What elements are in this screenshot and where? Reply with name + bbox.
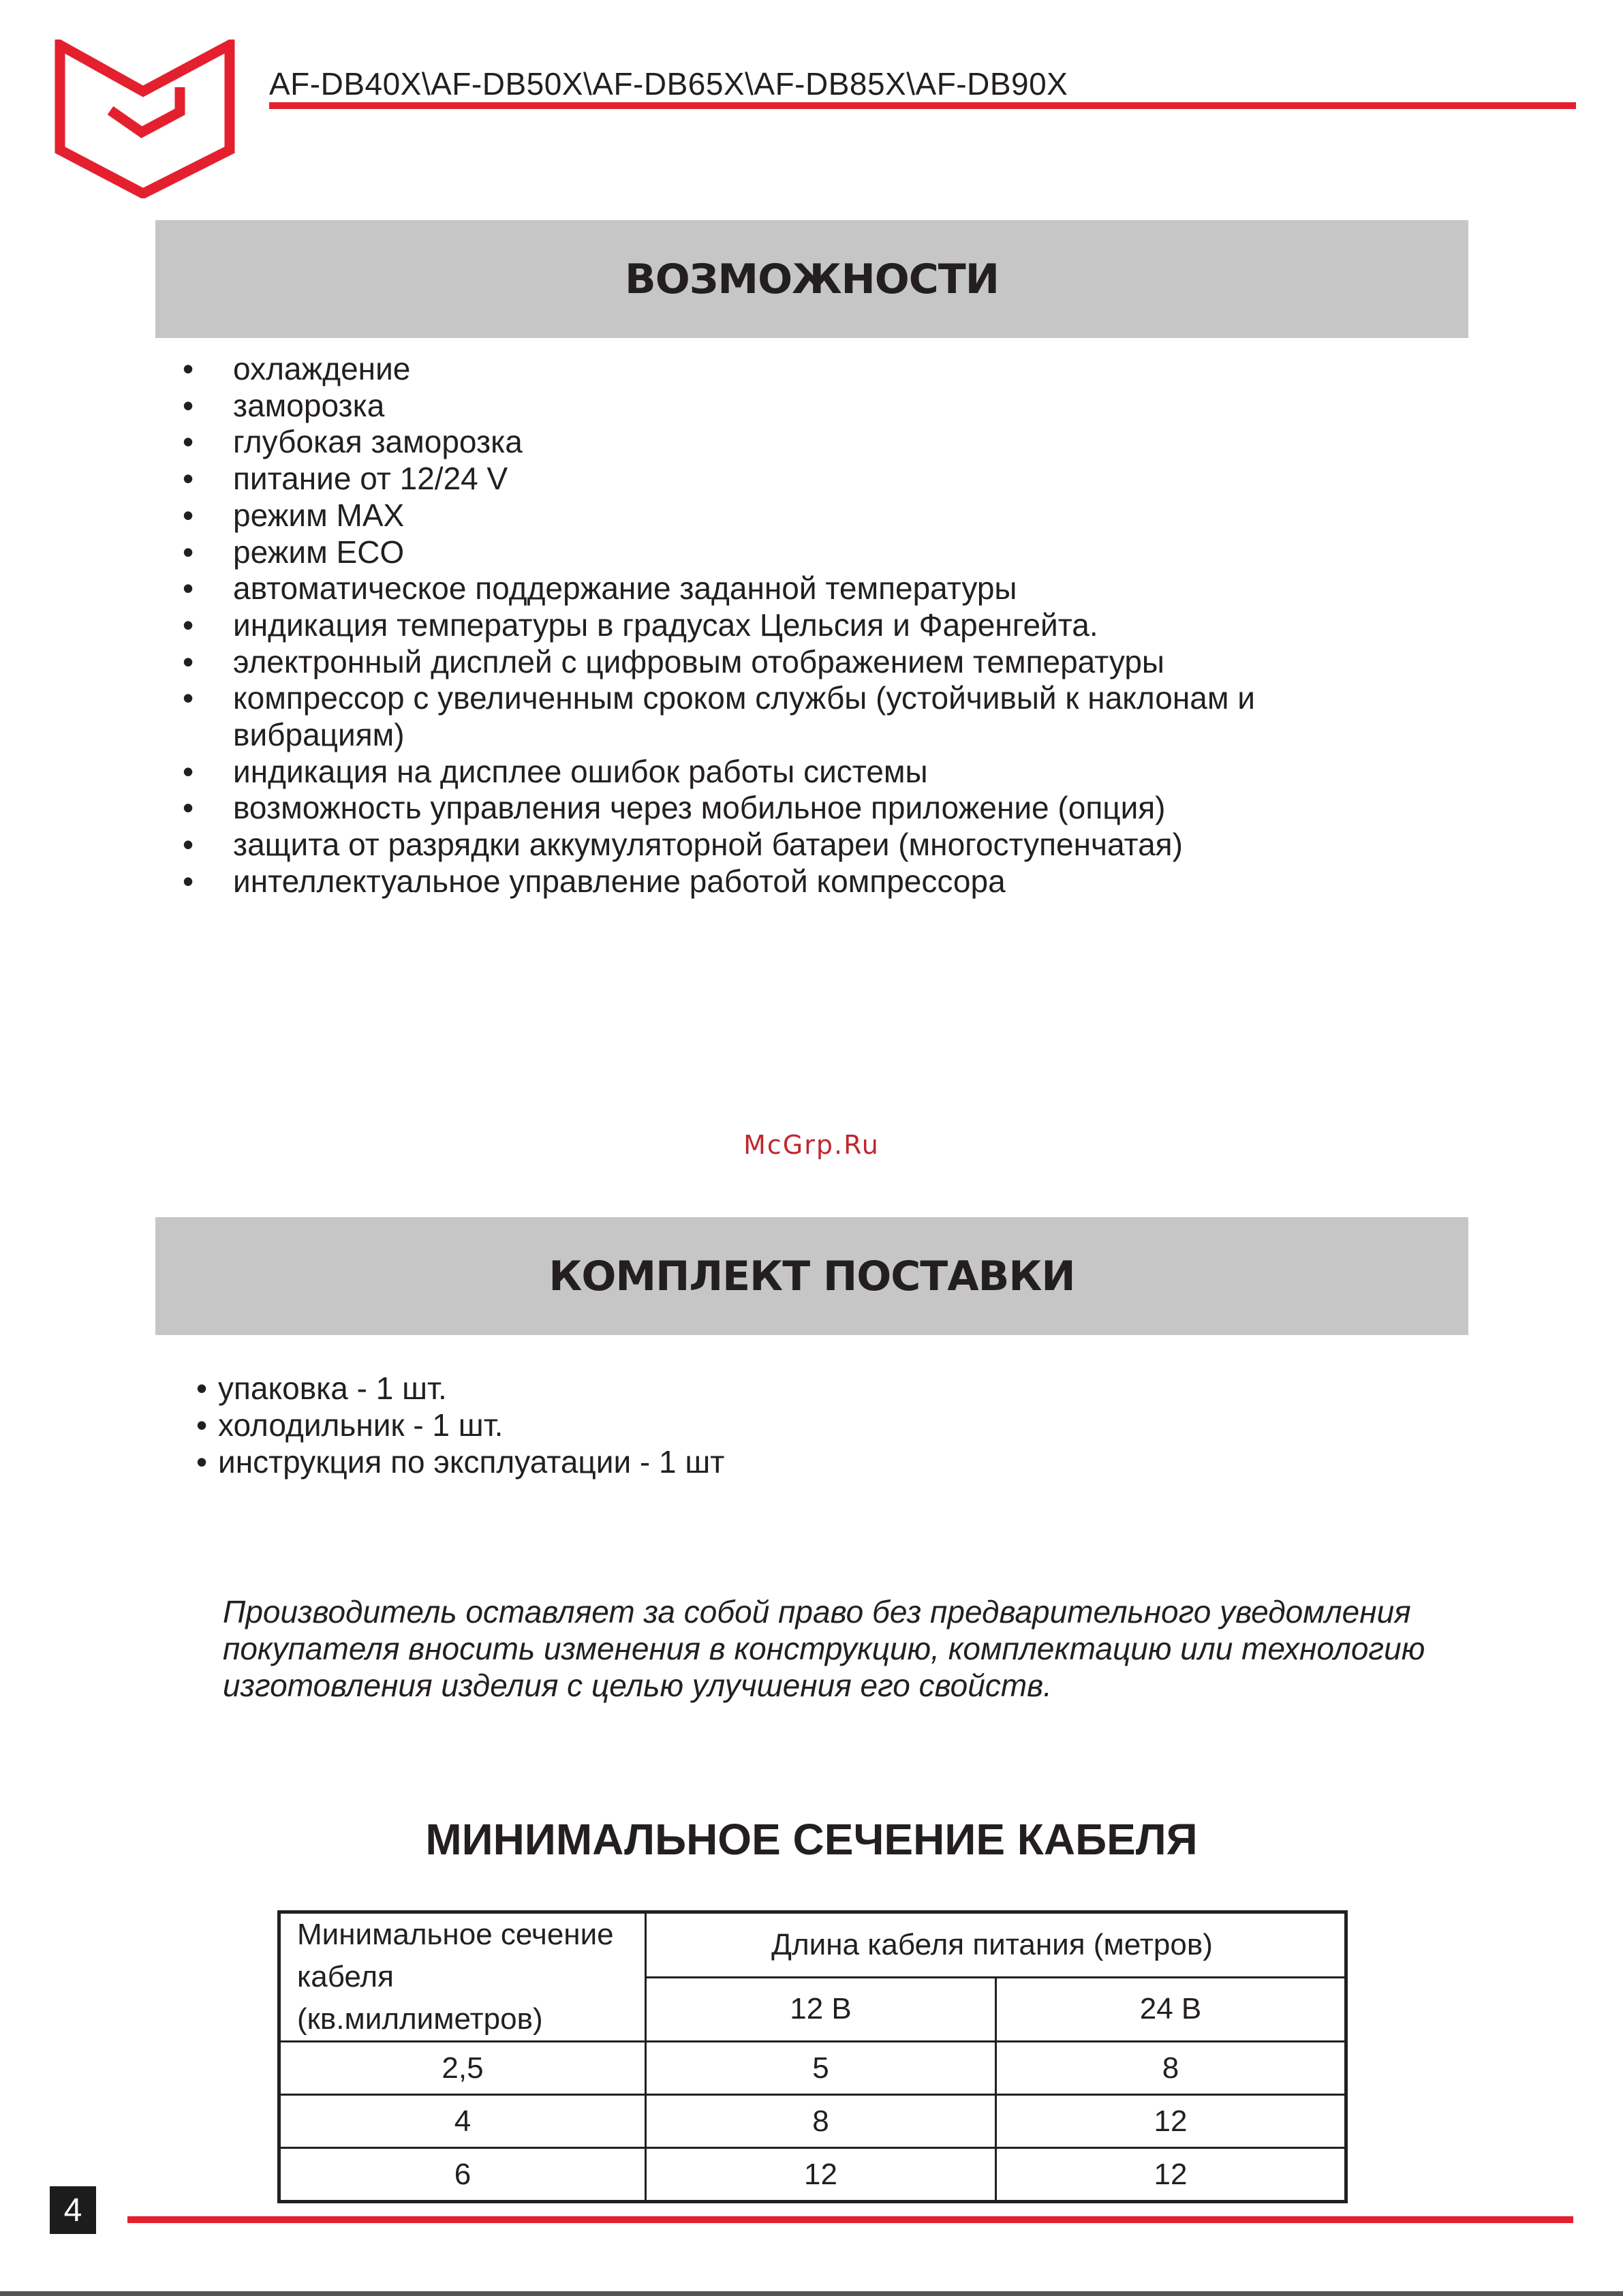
list-item: • упаковка - 1 шт.	[196, 1370, 724, 1407]
table-cell-section: 2,5	[279, 2042, 646, 2095]
list-item: • режим ECO	[179, 534, 1371, 571]
table-cell-12v: 5	[646, 2042, 996, 2095]
list-item: • холодильник - 1 шт.	[196, 1407, 724, 1443]
page-number: 4	[50, 2186, 96, 2234]
table-header-row	[279, 1912, 1346, 1978]
features-title-bar	[155, 220, 1468, 338]
delivery-title: КОМПЛЕКТ ПОСТАВКИ	[548, 1252, 1075, 1300]
list-item: • индикация температуры в градусах Цельсия и Фаренгейта.	[179, 607, 1371, 644]
list-item: • индикация на дисплее ошибок работы системы	[179, 754, 1371, 791]
table-header-12v: 12 В	[646, 1977, 996, 2041]
table-row	[279, 2148, 1346, 2202]
brand-logo-icon	[55, 40, 235, 198]
table-header-length: Длина кабеля питания (метров)	[646, 1912, 1346, 1978]
features-title: ВОЗМОЖНОСТИ	[625, 255, 999, 303]
footer-rule	[127, 2216, 1573, 2223]
watermark-text: McGrp.Ru	[743, 1130, 880, 1160]
list-item: • инструкция по эксплуатации - 1 шт	[196, 1443, 724, 1480]
table-cell-24v: 8	[996, 2042, 1346, 2095]
table-cell-12v: 12	[646, 2148, 996, 2202]
table-cell-24v: 12	[996, 2095, 1346, 2148]
delivery-list	[196, 1370, 724, 1480]
table-cell-24v: 12	[996, 2148, 1346, 2202]
cable-table	[277, 1910, 1348, 2203]
list-item: • компрессор с увеличенным сроком службы (устойчивый к наклонам и вибрациям)	[179, 680, 1371, 753]
list-item: • питание от 12/24 V	[179, 461, 1371, 498]
table-header-section	[279, 1912, 646, 2042]
bottom-edge-strip	[0, 2291, 1623, 2296]
table-cell-section: 4	[279, 2095, 646, 2148]
list-item: • возможность управления через мобильное приложение (опция)	[179, 790, 1371, 827]
table-row	[279, 2042, 1346, 2095]
table-row	[279, 2095, 1346, 2148]
table-header-24v: 24 В	[996, 1977, 1346, 2041]
features-list	[179, 351, 1371, 900]
list-item: • защита от разрядки аккумуляторной батареи (многоступенчатая)	[179, 827, 1371, 863]
list-item: • охлаждение	[179, 351, 1371, 388]
list-item: • заморозка	[179, 388, 1371, 425]
list-item: • глубокая заморозка	[179, 424, 1371, 461]
cable-section-title: МИНИМАЛЬНОЕ СЕЧЕНИЕ КАБЕЛЯ	[425, 1815, 1198, 1864]
list-item: • электронный дисплей с цифровым отображением температуры	[179, 644, 1371, 681]
list-item: • автоматическое поддержание заданной температуры	[179, 570, 1371, 607]
list-item: • интеллектуальное управление работой компрессора	[179, 863, 1371, 900]
list-item: • режим MAX	[179, 498, 1371, 534]
manufacturer-disclaimer: Производитель оставляет за собой право без предварительного уведомления покупателя вносить изменения в конструкцию, комплектацию или технологию изготовления изделия с целью улучшения его свойств.	[223, 1594, 1425, 1703]
header-section-line1: Минимальное сечение	[297, 1918, 614, 1951]
header-model-list: AF-DB40X\AF-DB50X\AF-DB65X\AF-DB85X\AF-DB90X	[269, 66, 1068, 102]
delivery-title-bar	[155, 1217, 1468, 1335]
table-cell-section: 6	[279, 2148, 646, 2202]
header-section-line2: кабеля (кв.миллиметров)	[297, 1960, 543, 2036]
table-cell-12v: 8	[646, 2095, 996, 2148]
header-rule	[269, 102, 1576, 109]
